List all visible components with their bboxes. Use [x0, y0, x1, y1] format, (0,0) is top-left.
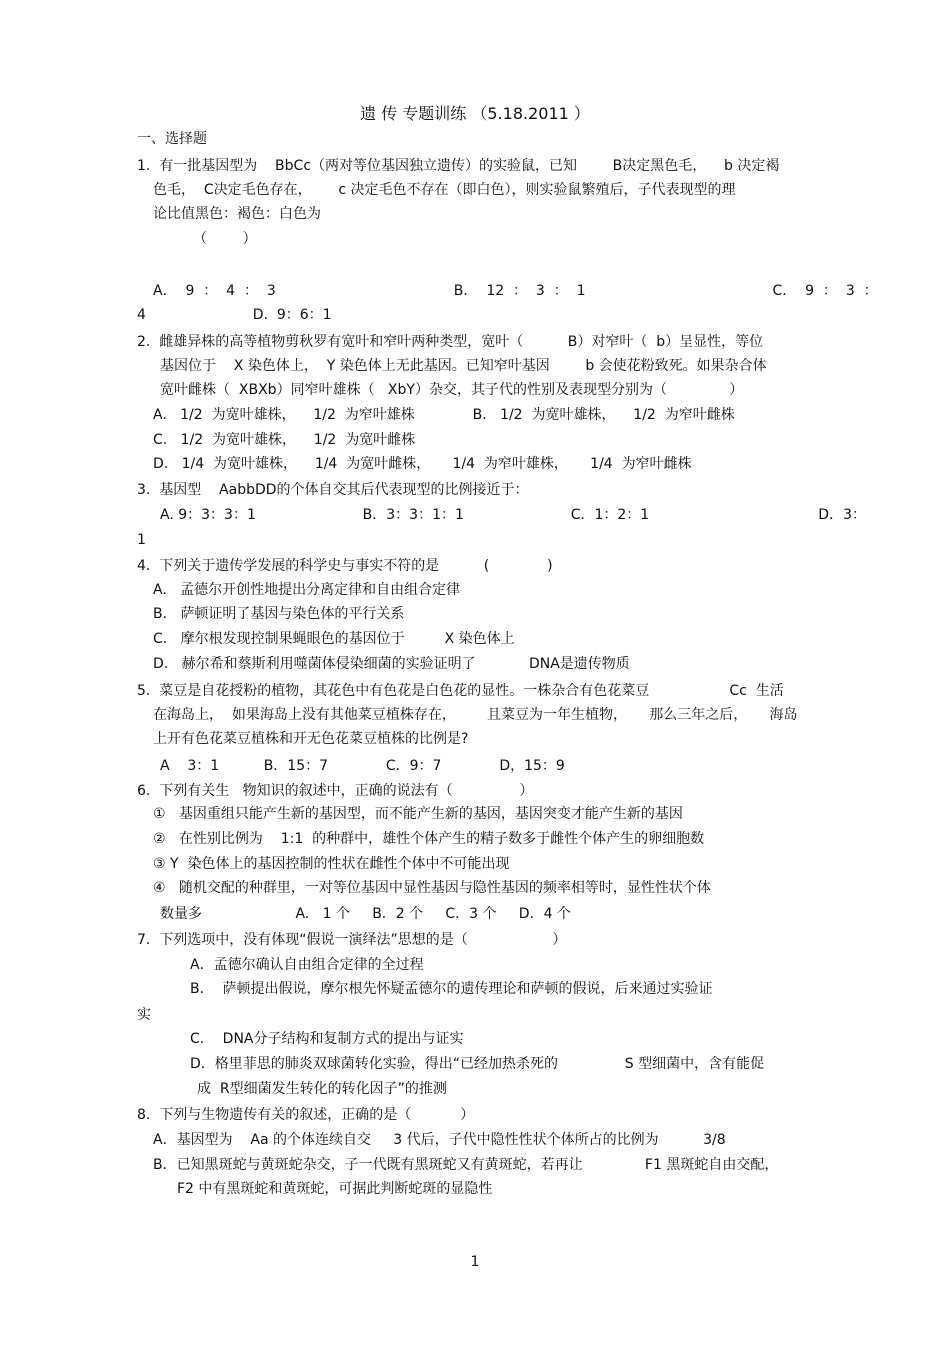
q5-line-2: 在海岛上， 如果海岛上没有其他菜豆植株存在， 且菜豆为一年生植物， 那么三年之后， 海岛: [153, 707, 798, 723]
page-number: 1: [470, 1254, 480, 1270]
q1-line-1: 1. 有一批基因型为 BbCc（两对等位基因独立遗传）的实验鼠，已知 B决定黑色毛， b 决定褐: [137, 158, 780, 174]
q5-line-1: 5. 菜豆是自花授粉的植物，其花色中有色花是白色花的显性。一株杂合有色花菜豆 Cc 生活: [137, 683, 784, 699]
q1-line-2: 色毛， C决定毛色存在， c 决定毛色不存在（即白色），则实验鼠繁殖后，子代表现型的理: [153, 182, 736, 198]
q3-options-wrap: 1: [137, 532, 146, 548]
q7-option-d-wrap: 成 R型细菌发生转化的转化因子”的推测: [197, 1081, 447, 1097]
q7-option-b-wrap: 实: [137, 1007, 151, 1023]
q6-item-3: ③ Y 染色体上的基因控制的性状在雌性个体中不可能出现: [153, 856, 510, 872]
q5-line-3: 上开有色花菜豆植株和开无色花菜豆植株的比例是?: [153, 731, 469, 747]
q7-option-b: B． 萨顿提出假说，摩尔根先怀疑孟德尔的遗传理论和萨顿的假说，后来通过实验证: [190, 981, 713, 997]
q7-option-c: C． DNA分子结构和复制方式的提出与证实: [190, 1031, 464, 1047]
q7-option-d: D．格里菲思的肺炎双球菌转化实验，得出“已经加热杀死的 S 型细菌中，含有能促: [190, 1056, 765, 1072]
q6-item-1: ① 基因重组只能产生新的基因型，而不能产生新的基因，基因突变才能产生新的基因: [153, 806, 683, 822]
q4-option-a: A. 孟德尔开创性地提出分离定律和自由组合定律: [153, 582, 461, 598]
q1-options-line-2: 4 D. 9：6：1: [137, 307, 332, 323]
q2-options-ab: A. 1/2 为宽叶雄株， 1/2 为窄叶雄株 B. 1/2 为宽叶雄株， 1/2 为窄叶雌株: [153, 407, 735, 423]
q6-options: 数量多 A. 1 个 B．2 个 C．3 个 D．4 个: [160, 906, 571, 922]
q7-option-a: A．孟德尔确认自由组合定律的全过程: [190, 957, 424, 973]
q7-line-1: 7. 下列选项中，没有体现“假说一演绎法”思想的是（ ）: [137, 932, 567, 948]
q8-option-a: A．基因型为 Aa 的个体连续自交 3 代后，子代中隐性性状个体所占的比例为 3/8: [153, 1132, 726, 1148]
q5-options: A 3：1 B．15：7 C．9：7 D，15：9: [160, 758, 565, 774]
q6-line-1: 6. 下列有关生 物知识的叙述中，正确的说法有（ ）: [137, 783, 534, 799]
q6-item-2: ② 在性别比例为 1:1 的种群中，雄性个体产生的精子数多于雌性个体产生的卵细胞数: [153, 831, 705, 847]
q1-options-line-1: A． 9 ： 4 ： 3 B． 12 ： 3 ： 1 C． 9 ： 3 ：: [153, 283, 878, 299]
q2-option-c: C. 1/2 为宽叶雄株， 1/2 为宽叶雌株: [153, 432, 416, 448]
section-heading: 一、选择题: [137, 131, 207, 147]
q8-line-1: 8. 下列与生物遗传有关的叙述，正确的是（ ）: [137, 1107, 475, 1123]
q4-option-b: B. 萨顿证明了基因与染色体的平行关系: [153, 606, 405, 622]
q4-line-1: 4. 下列关于遗传学发展的科学史与事实不符的是 ( ): [137, 558, 553, 574]
q6-item-4: ④ 随机交配的种群里，一对等位基因中显性基因与隐性基因的频率相等时，显性性状个体: [153, 880, 711, 896]
q2-option-d: D. 1/4 为宽叶雄株， 1/4 为宽叶雌株， 1/4 为窄叶雄株， 1/4 为窄叶雌株: [153, 456, 692, 472]
q2-line-3: 宽叶雌株（ XBXb）同窄叶雄株（ XbY）杂交，其子代的性别及表现型分别为（ ）: [160, 382, 744, 398]
q3-line-1: 3. 基因型 AabbDD的个体自交其后代表现型的比例接近于：: [137, 482, 529, 498]
q8-option-b: B．已知黑斑蛇与黄斑蛇杂交，子一代既有黑斑蛇又有黄斑蛇，若再让 F1 黑斑蛇自由交配，: [153, 1157, 779, 1173]
q2-line-2: 基因位于 X 染色体上， Y 染色体上无此基因。已知窄叶基因 b 会使花粉致死。如果杂合体: [160, 358, 767, 374]
q2-line-1: 2. 雌雄异株的高等植物剪秋罗有宽叶和窄叶两种类型，宽叶（ B）对窄叶（ b）呈显性，等位: [137, 334, 764, 350]
page-title: 遗 传 专题训练 （5.18.2011 ）: [360, 104, 590, 123]
q8-option-b-wrap: F2 中有黑斑蛇和黄斑蛇，可据此判断蛇斑的显隐性: [177, 1181, 493, 1197]
q4-option-d: D. 赫尔希和蔡斯利用噬菌体侵染细菌的实验证明了 DNA是遗传物质: [153, 656, 630, 672]
q1-line-3: 论比值黑色：褐色：白色为: [153, 206, 321, 222]
q4-option-c: C. 摩尔根发现控制果蝇眼色的基因位于 X 染色体上: [153, 631, 515, 647]
q3-options: A. 9：3：3：1 B．3：3：1：1 C．1：2：1 D．3：: [160, 507, 866, 523]
q1-answer-blank: （ ）: [193, 231, 257, 247]
